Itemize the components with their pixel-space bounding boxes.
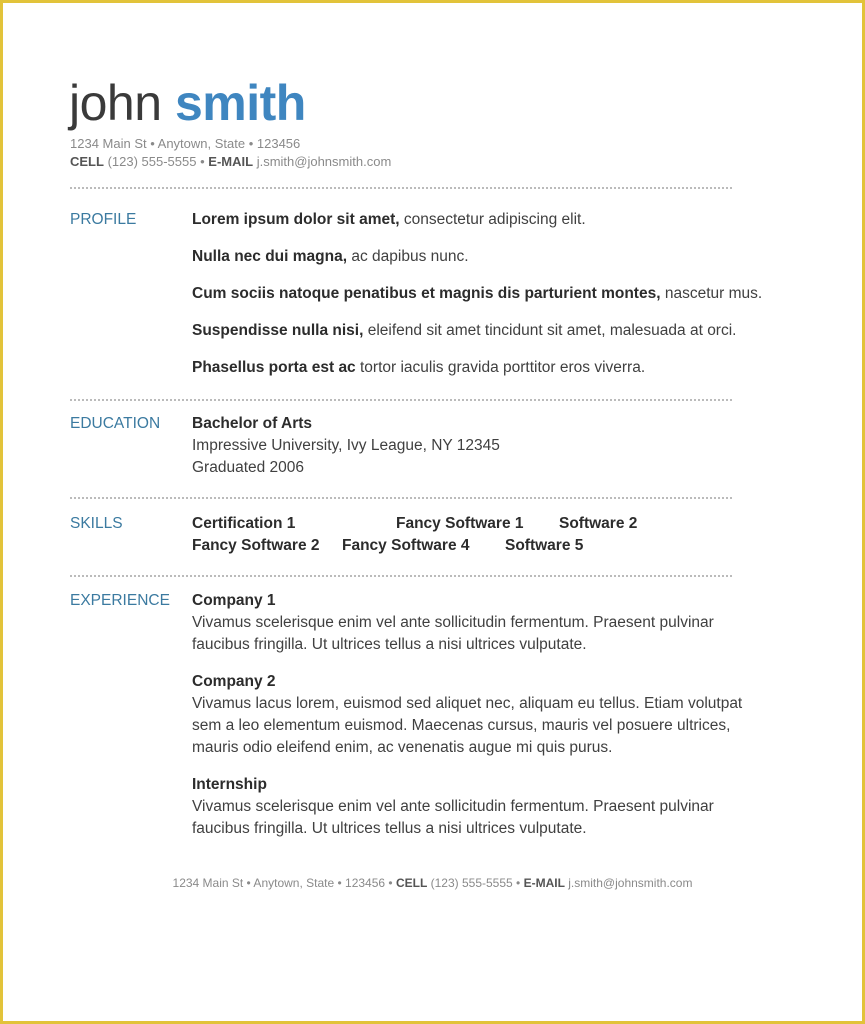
profile-text: eleifend sit amet tincidunt sit amet, malesuada at orci. (367, 322, 737, 339)
cell-label: CELL (70, 154, 104, 169)
section-label-experience: EXPERIENCE (70, 592, 170, 609)
job-description: Vivamus lacus lorem, euismod sed aliquet nec, aliquam eu tellus. Etiam volutpat sem a leo elementum euismod. Maecenas cursus, mauris vel posuere ultrices, mauris odio eleifend enim, ac venenatis augue mi quis purus. (192, 695, 743, 756)
job-description: Vivamus scelerisque enim vel ante sollicitudin fermentum. Praesent pulvinar faucibus fringilla. Ut ultrices tellus a nisi ultrices vulputate. (192, 614, 714, 653)
education-section (192, 413, 792, 479)
profile-bold: Phasellus porta est ac (192, 359, 356, 376)
school: Impressive University, Ivy League, NY 12345 (192, 437, 500, 454)
email-value: j.smith@johnsmith.com (256, 154, 392, 169)
profile-item (192, 320, 792, 342)
section-label-education: EDUCATION (70, 415, 161, 432)
address-line: 1234 Main St • Anytown, State • 123456 (70, 136, 301, 151)
profile-text: ac dapibus nunc. (351, 248, 469, 265)
profile-item (192, 283, 792, 305)
degree: Bachelor of Arts (192, 415, 313, 432)
skills-section (192, 513, 792, 557)
profile-section (192, 209, 792, 394)
profile-item (192, 209, 792, 231)
job-entry (192, 774, 772, 840)
graduation: Graduated 2006 (192, 459, 305, 476)
divider (70, 575, 732, 577)
profile-text: tortor iaculis gravida porttitor eros viverra. (360, 359, 646, 376)
job-entry (192, 590, 772, 656)
section-label-skills: SKILLS (70, 515, 123, 532)
profile-text: nascetur mus. (664, 285, 763, 302)
skill: Fancy Software 1 (396, 515, 524, 532)
resume-name (69, 73, 306, 133)
company: Company 1 (192, 592, 276, 609)
divider (70, 497, 732, 499)
experience-section (192, 590, 772, 855)
divider (70, 399, 732, 401)
profile-item (192, 246, 792, 268)
divider (70, 187, 732, 189)
footer-cell-label: CELL (395, 876, 428, 890)
last-name: smith (174, 75, 306, 131)
first-name: john (69, 75, 162, 131)
footer-contact (3, 876, 862, 890)
email-label: E-MAIL (208, 154, 254, 169)
profile-text: consectetur adipiscing elit. (403, 211, 586, 228)
profile-item (192, 357, 792, 379)
section-label-profile: PROFILE (70, 211, 137, 228)
footer-address: 1234 Main St • Anytown, State • 123456 • (172, 876, 393, 890)
profile-bold: Suspendisse nulla nisi, (192, 322, 364, 339)
company: Company 2 (192, 673, 276, 690)
profile-bold: Lorem ipsum dolor sit amet, (192, 211, 400, 228)
job-entry (192, 671, 772, 759)
skill: Fancy Software 4 (342, 537, 470, 554)
footer-email-label: E-MAIL (523, 876, 565, 890)
footer-email: j.smith@johnsmith.com (568, 876, 693, 890)
job-description: Vivamus scelerisque enim vel ante sollicitudin fermentum. Praesent pulvinar faucibus fringilla. Ut ultrices tellus a nisi ultrices vulputate. (192, 798, 714, 837)
profile-bold: Cum sociis natoque penatibus et magnis dis parturient montes, (192, 285, 661, 302)
skill: Software 2 (559, 515, 638, 532)
contact-line (70, 154, 391, 169)
skill: Software 5 (505, 537, 584, 554)
skill: Certification 1 (192, 515, 296, 532)
profile-bold: Nulla nec dui magna, (192, 248, 348, 265)
skill: Fancy Software 2 (192, 537, 320, 554)
cell-value: (123) 555-5555 (107, 154, 197, 169)
company: Internship (192, 776, 267, 793)
separator: • (200, 154, 205, 169)
footer-cell: (123) 555-5555 • (430, 876, 521, 890)
